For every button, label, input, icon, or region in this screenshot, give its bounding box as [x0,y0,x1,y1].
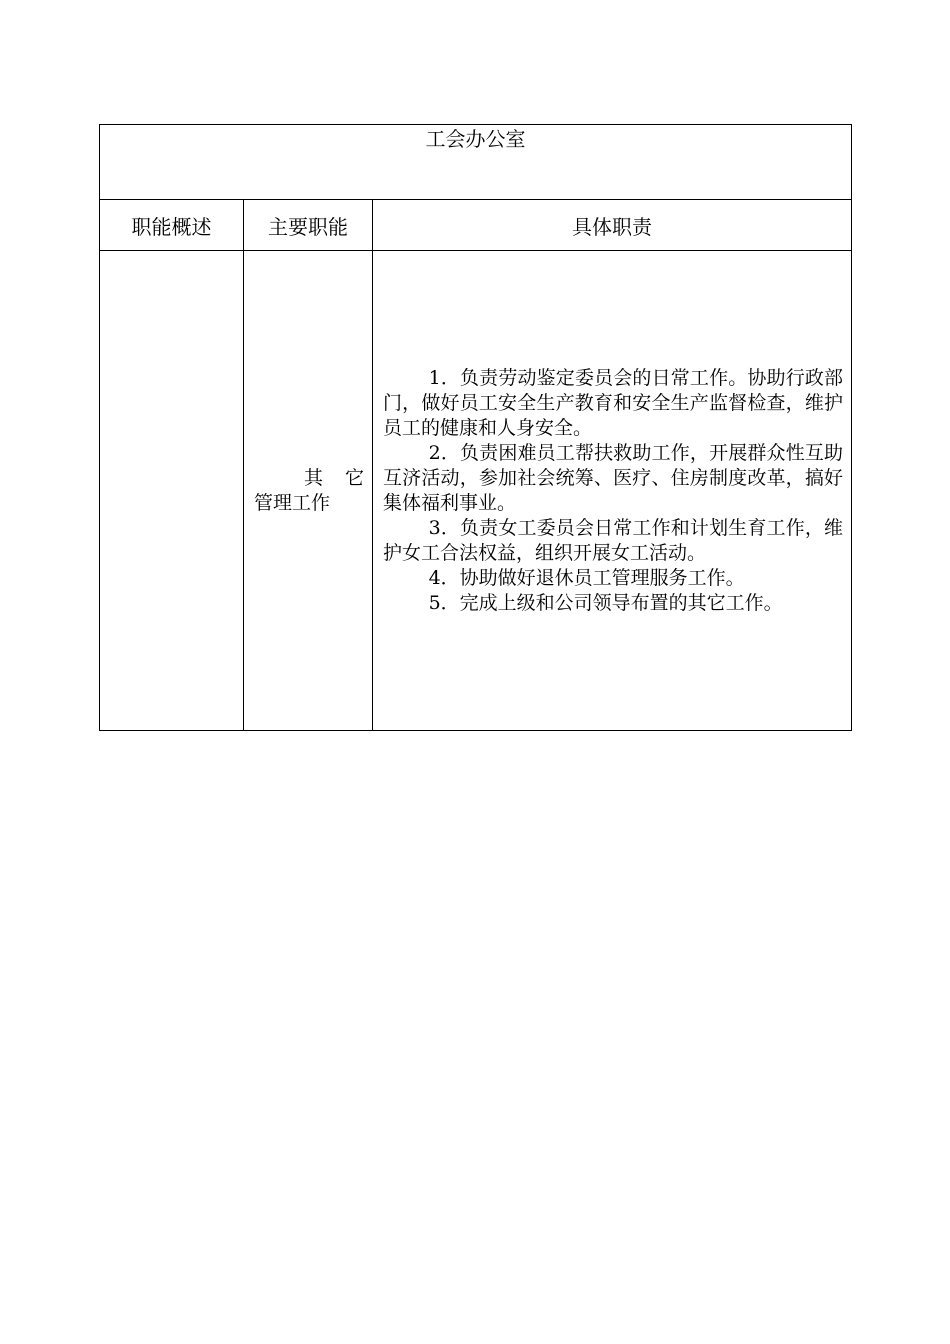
main-function-cell [244,251,386,731]
main-function-line2: 管理工作 [254,491,331,514]
duty-item: 5．完成上级和公司领导布置的其它工作。 [428,591,783,614]
duties-cell [373,251,852,731]
header-overview: 职能概述 [100,200,244,251]
duty-item: 2．负责困难员工帮扶救助工作，开展群众性互助互济活动，参加社会统筹、医疗、住房制度改革，搞好集体福利事业。 [383,441,844,514]
table-title: 工会办公室 [425,127,526,151]
duty-item: 4．协助做好退休员工管理服务工作。 [428,566,745,589]
table-title-cell [100,125,852,200]
header-specific-duties: 具体职责 [373,200,852,251]
duty-item: 1．负责劳动鉴定委员会的日常工作。协助行政部门，做好员工安全生产教育和安全生产监督检查，维护员工的健康和人身安全。 [383,366,844,439]
header-main-function: 主要职能 [244,200,373,251]
overview-cell [100,251,244,731]
main-function-line1: 其它 [303,466,386,489]
duty-table [99,124,852,731]
duty-item: 3．负责女工委员会日常工作和计划生育工作，维护女工合法权益，组织开展女工活动。 [383,516,844,564]
